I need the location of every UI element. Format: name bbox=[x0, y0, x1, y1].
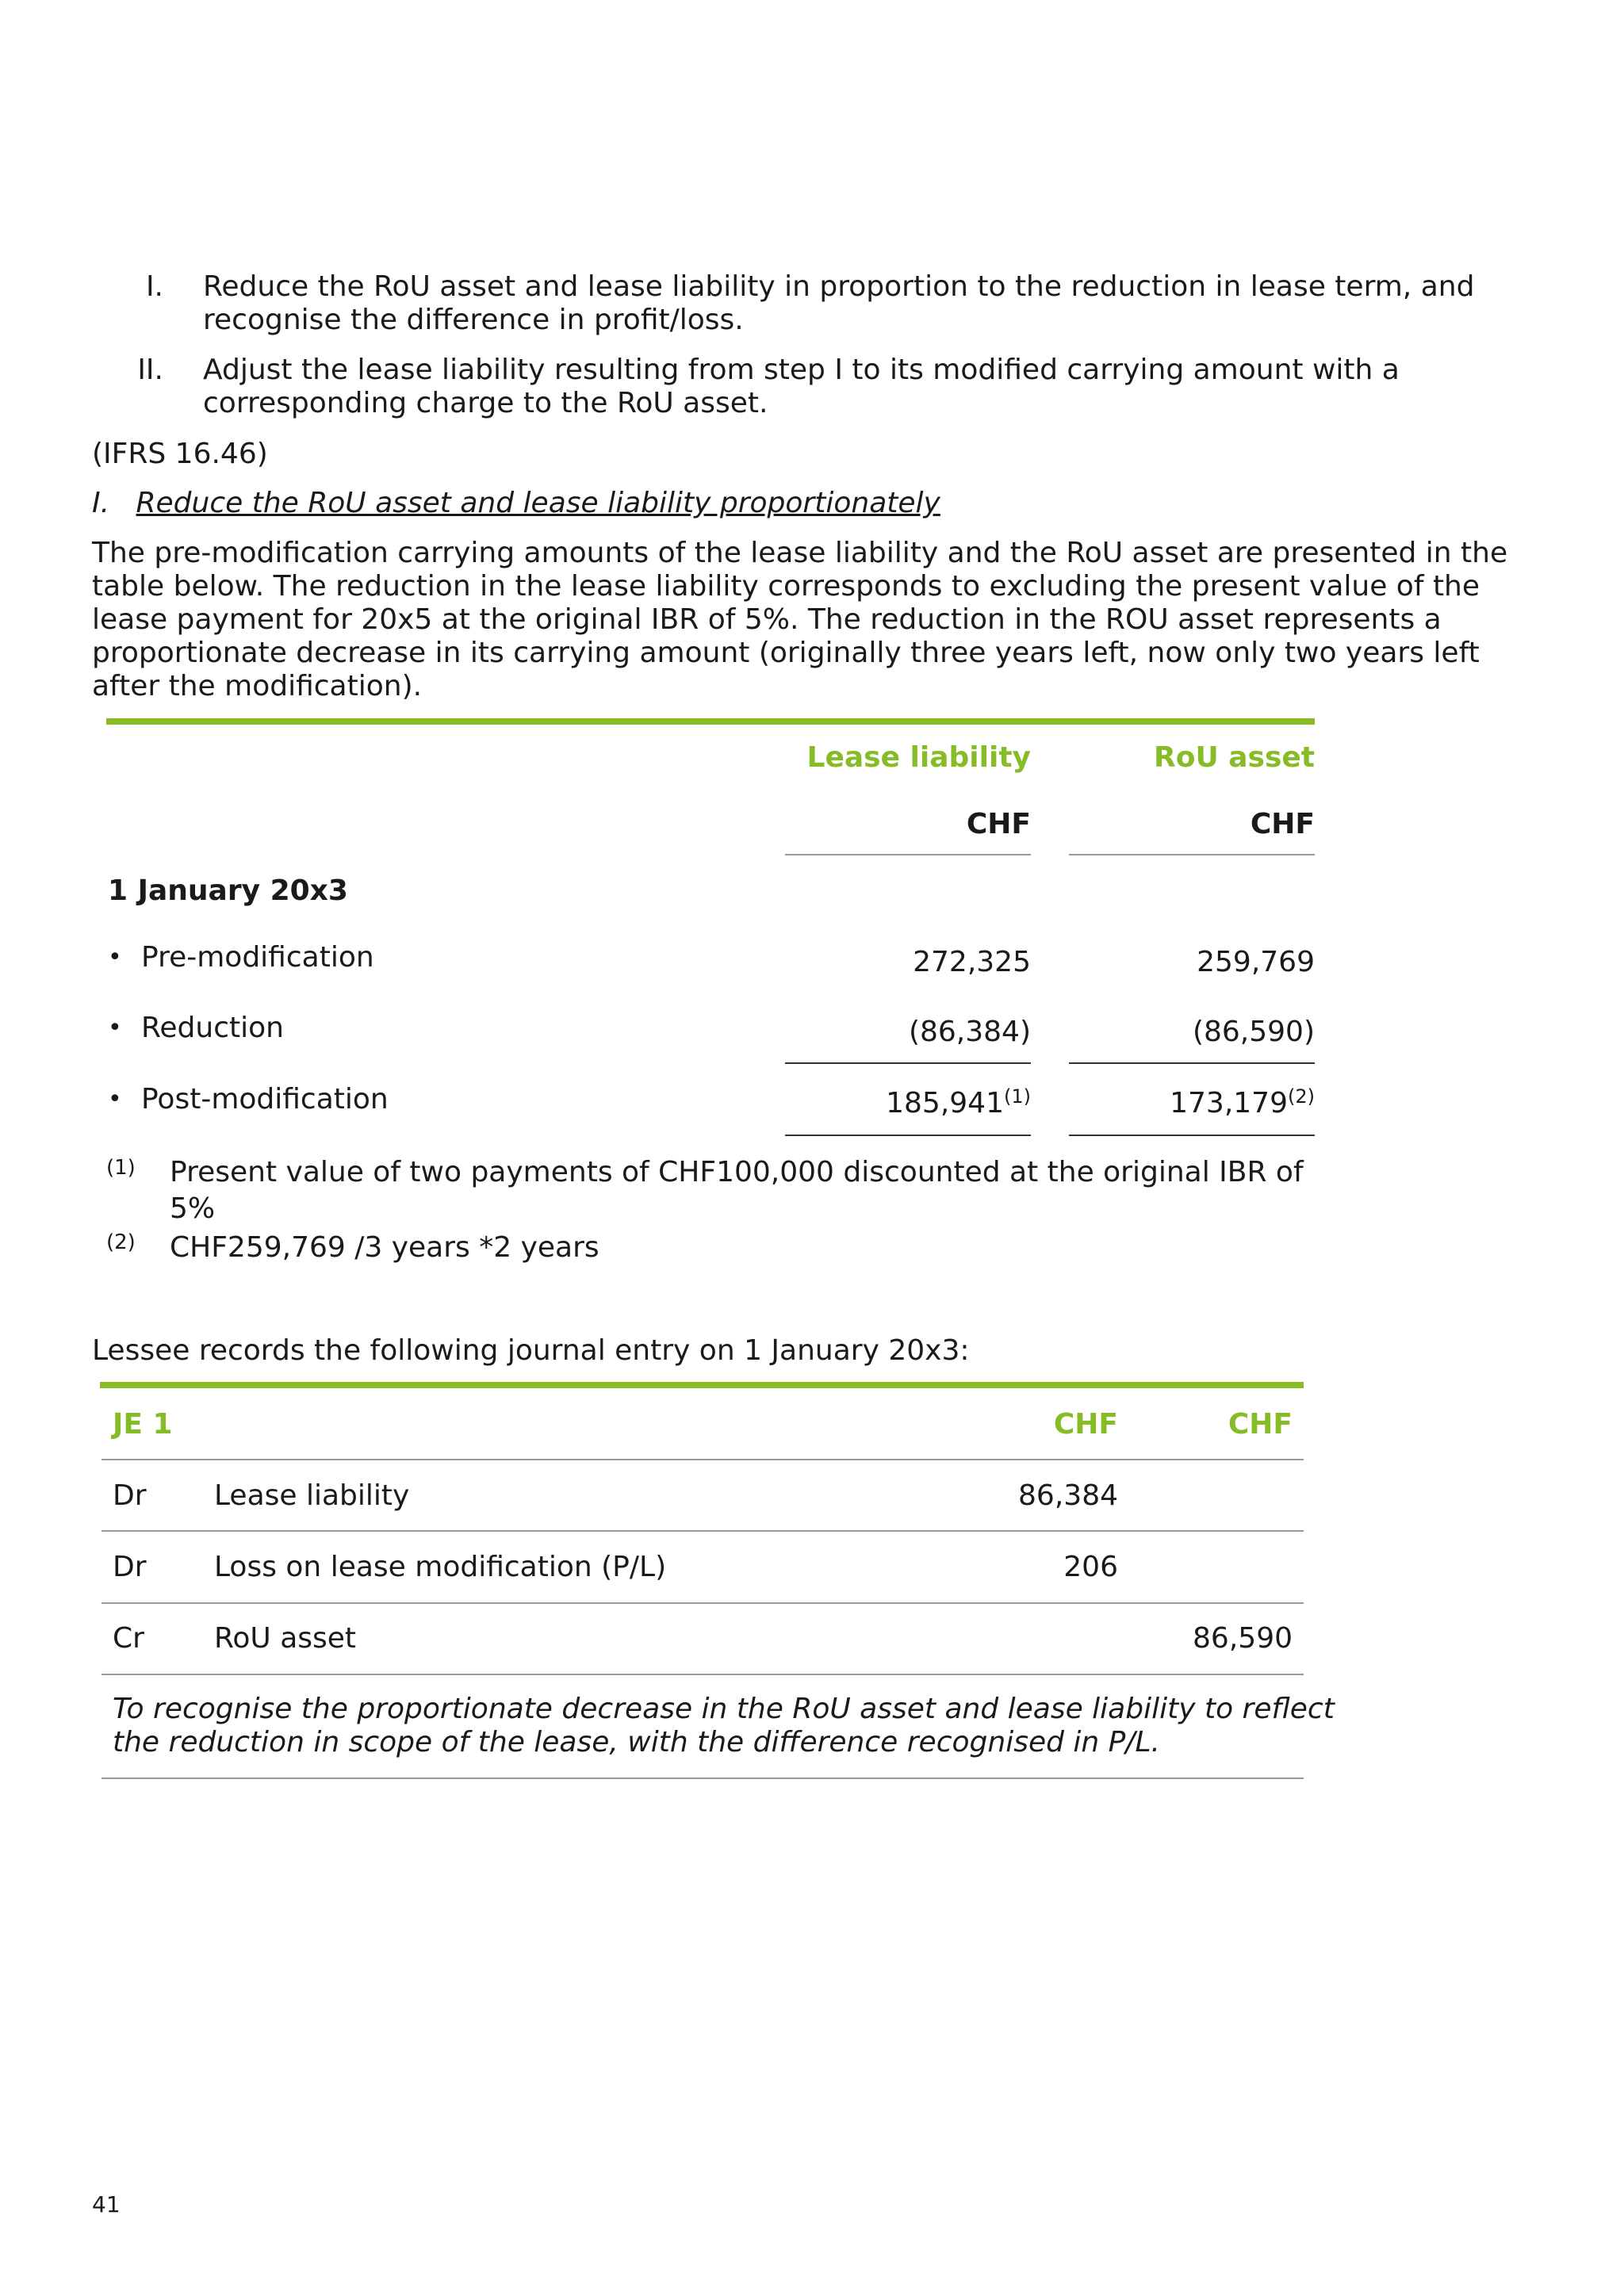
account-name: Loss on lease modification (P/L) bbox=[214, 1551, 667, 1583]
total-rule bbox=[785, 1135, 1031, 1136]
paragraph-line: proportionate decrease in its carrying amount (originally three years left, now only two years left bbox=[92, 637, 1480, 669]
value-text: 185,941 bbox=[886, 1087, 1004, 1119]
footnote-text: Present value of two payments of CHF100,000 discounted at the original IBR of bbox=[170, 1156, 1304, 1188]
step-number: II. bbox=[137, 354, 163, 386]
step-number: I. bbox=[145, 270, 163, 303]
step-text: corresponding charge to the RoU asset. bbox=[203, 387, 768, 419]
journal-intro: Lessee records the following journal entry on 1 January 20x3: bbox=[92, 1334, 970, 1367]
footnote-mark: (1) bbox=[106, 1156, 136, 1180]
rou-asset-value: (86,590) bbox=[1192, 1016, 1315, 1048]
lease-liability-value: 272,325 bbox=[913, 946, 1031, 978]
journal-narrative: To recognise the proportionate decrease in the RoU asset and lease liability to reflect bbox=[113, 1693, 1335, 1725]
entry-type: Dr bbox=[113, 1551, 147, 1583]
debit-currency: CHF bbox=[1053, 1408, 1118, 1441]
footnote-text: 5% bbox=[170, 1192, 216, 1225]
rou-asset-value: 259,769 bbox=[1197, 946, 1315, 978]
rou-asset-value bbox=[1069, 1087, 1315, 1120]
credit-amount: 86,590 bbox=[1193, 1622, 1293, 1655]
credit-currency: CHF bbox=[1228, 1408, 1293, 1441]
col-currency: CHF bbox=[1250, 808, 1315, 840]
journal-top-rule bbox=[100, 1382, 1304, 1388]
lease-liability-value: (86,384) bbox=[908, 1016, 1031, 1048]
entry-type: Dr bbox=[113, 1479, 147, 1512]
step-text: recognise the difference in profit/loss. bbox=[203, 304, 744, 336]
page-number: 41 bbox=[92, 2191, 121, 2218]
row-rule bbox=[102, 1602, 1304, 1604]
step-text: Reduce the RoU asset and lease liability in proportion to the reduction in lease term, and bbox=[203, 270, 1475, 303]
subheading-text: Reduce the RoU asset and lease liability proportionately bbox=[136, 487, 940, 519]
col-currency: CHF bbox=[966, 808, 1031, 840]
journal-title: JE 1 bbox=[113, 1408, 173, 1441]
subheading-number: I. bbox=[92, 487, 110, 519]
date-label: 1 January 20x3 bbox=[108, 874, 348, 907]
entry-type: Cr bbox=[113, 1622, 144, 1655]
col-header-lease-liability: Lease liability bbox=[806, 741, 1031, 774]
row-rule bbox=[102, 1674, 1304, 1675]
header-underline bbox=[1069, 854, 1315, 855]
journal-narrative: the reduction in scope of the lease, with the difference recognised in P/L. bbox=[113, 1726, 1160, 1758]
reference: (IFRS 16.46) bbox=[92, 438, 268, 470]
value-text: 173,179 bbox=[1170, 1087, 1288, 1119]
subheading bbox=[92, 487, 940, 520]
bullet: • bbox=[108, 943, 122, 971]
account-name: RoU asset bbox=[214, 1622, 357, 1655]
row-label: Reduction bbox=[141, 1012, 284, 1044]
header-underline bbox=[785, 854, 1031, 855]
lease-liability-value bbox=[785, 1087, 1031, 1120]
footnote-ref: (2) bbox=[1288, 1085, 1315, 1108]
total-rule bbox=[1069, 1135, 1315, 1136]
debit-amount: 86,384 bbox=[1018, 1479, 1118, 1512]
row-rule bbox=[102, 1777, 1304, 1779]
table-top-rule bbox=[106, 718, 1315, 725]
bullet: • bbox=[108, 1085, 122, 1113]
paragraph-line: table below. The reduction in the lease liability corresponds to excluding the present value of the bbox=[92, 570, 1480, 603]
row-rule bbox=[102, 1459, 1304, 1460]
step-text: Adjust the lease liability resulting from step I to its modified carrying amount with a bbox=[203, 354, 1400, 386]
account-name: Lease liability bbox=[214, 1479, 410, 1512]
bullet: • bbox=[108, 1014, 122, 1042]
row-label: Post-modification bbox=[141, 1083, 389, 1115]
footnote-text: CHF259,769 /3 years *2 years bbox=[170, 1231, 599, 1264]
paragraph-line: after the modification). bbox=[92, 670, 423, 702]
subtotal-rule bbox=[785, 1062, 1031, 1064]
row-rule bbox=[102, 1530, 1304, 1532]
debit-amount: 206 bbox=[1063, 1551, 1118, 1583]
paragraph-line: The pre-modification carrying amounts of the lease liability and the RoU asset are presented in the bbox=[92, 537, 1508, 569]
paragraph bbox=[92, 537, 1507, 703]
col-header-rou-asset: RoU asset bbox=[1154, 741, 1315, 774]
footnote-ref: (1) bbox=[1004, 1085, 1031, 1108]
row-label: Pre-modification bbox=[141, 941, 374, 974]
subtotal-rule bbox=[1069, 1062, 1315, 1064]
footnote-mark: (2) bbox=[106, 1230, 136, 1254]
paragraph-line: lease payment for 20x5 at the original IBR of 5%. The reduction in the ROU asset represents a bbox=[92, 603, 1442, 636]
